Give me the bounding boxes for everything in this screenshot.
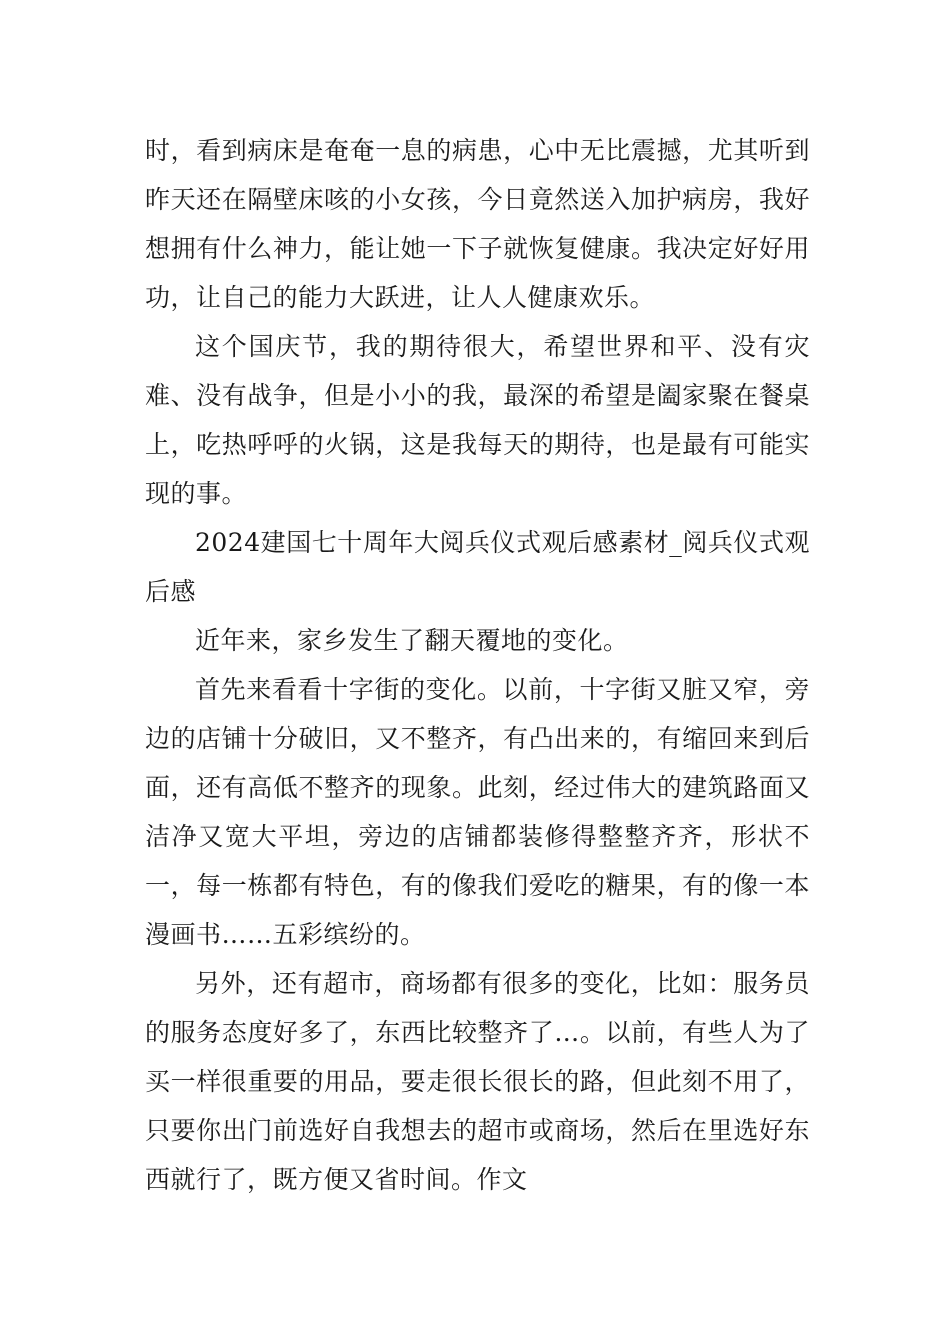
paragraph-4: 近年来，家乡发生了翻天覆地的变化。: [195, 626, 629, 655]
paragraph-5: 首先来看看十字街的变化。以前，十字街又脏又窄，旁边的店铺十分破旧，又不整齐，有凸出来的，有缩回来到后面，还有高低不整齐的现象。此刻，经过伟大的建筑路面又洁净又宽大平坦，旁边的店铺都装修得整整齐齐，形状不一，每一栋都有特色，有的像我们爱吃的糖果，有的像一本漫画书……五彩缤纷的。: [145, 675, 810, 949]
paragraph-6: 另外，还有超市，商场都有很多的变化，比如：服务员的服务态度好多了，东西比较整齐了…。以前，有些人为了买一样很重要的用品，要走很长很长的路，但此刻不用了，只要你出门前选好自我想去的超市或商场，然后在里选好东西就行了，既方便又省时间。作文: [145, 969, 810, 1194]
document-body: [145, 126, 810, 1204]
paragraph-3-heading: 2024建国七十周年大阅兵仪式观后感素材_阅兵仪式观后感: [145, 528, 810, 606]
paragraph-1: 时，看到病床是奄奄一息的病患，心中无比震撼，尤其听到昨天还在隔壁床咳的小女孩，今日竟然送入加护病房，我好想拥有什么神力，能让她一下子就恢复健康。我决定好好用功，让自己的能力大跃进，让人人健康欢乐。: [145, 136, 810, 312]
paragraph-2: 这个国庆节，我的期待很大，希望世界和平、没有灾难、没有战争，但是小小的我，最深的希望是阖家聚在餐桌上，吃热呼呼的火锅，这是我每天的期待，也是最有可能实现的事。: [145, 332, 810, 508]
